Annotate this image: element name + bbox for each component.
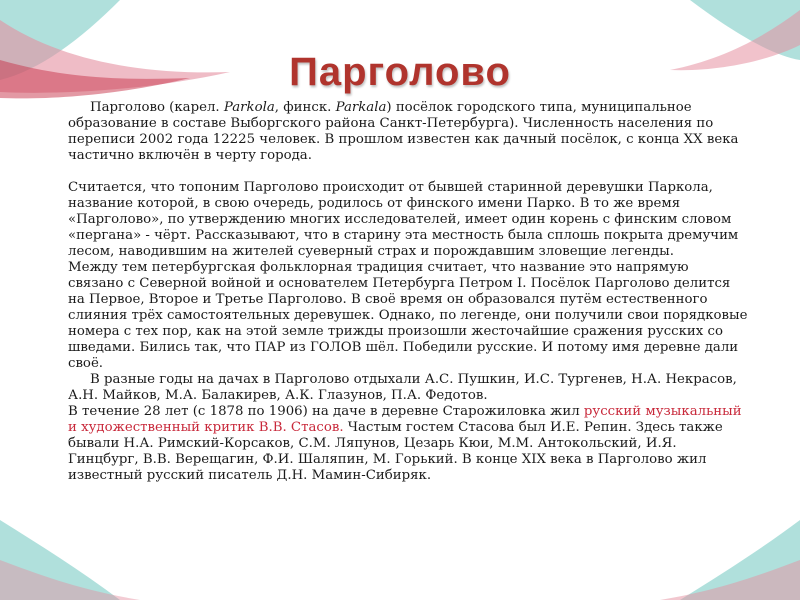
intro-text-b: , финск. <box>274 100 336 115</box>
stasov-text-a: В течение 28 лет (с 1878 по 1906) на даче в деревне Старожиловка жил <box>68 404 584 419</box>
paragraph-intro <box>68 100 748 164</box>
slide-body <box>68 100 748 484</box>
karelian-name: Parkola <box>223 100 275 115</box>
stasov-link[interactable]: русский музыкальный и художественный критик В.В. Стасов. <box>68 404 742 435</box>
intro-text-a: Парголово (карел. <box>90 100 224 115</box>
spacer <box>68 164 748 180</box>
slide-title: Парголово <box>289 50 511 94</box>
paragraph-stasov <box>68 404 748 484</box>
paragraph-toponym: Считается, что топоним Парголово происходит от бывшей старинной деревушки Паркола, название которой, в свою очередь, родилось от финского имени Парко. В то же время «Парголово», по утверждению многих исследователей, имеет один корень с финским словом «пергана» - чёрт. Рассказывают, что в старину эта местность была сплошь покрыта дремучим лесом, наводившим на жителей суеверный страх и порождавшим зловещие легенды. <box>68 180 739 259</box>
intro-text-c: ) посёлок городского типа, муниципальное образование в составе Выборгского района Санкт-Петербурга). Численность населения по переписи 2002 года 12225 человек. В прошлом известен как дачный посёлок, с конца XX века частично включён в черту города. <box>68 100 739 163</box>
stasov-text-b: Частым гостем Стасова был И.Е. Репин. Здесь также бывали Н.А. Римский-Корсаков, С.М. Ляпунов, Цезарь Кюи, М.М. Антокольский, И.Я. Гинцбург, В.В. Верещагин, Ф.И. Шаляпин, М. Горький. В конце XIX века в Парголово жил известный русский писатель Д.Н. Мамин-Сибиряк. <box>68 420 723 483</box>
finnish-name: Parkala <box>335 100 387 115</box>
paragraph-dachas: В разные годы на дачах в Парголово отдыхали А.С. Пушкин, И.С. Тургенев, Н.А. Некрасов, А.Н. Майков, М.А. Балакирев, А.К. Глазунов, П.А. Федотов. <box>68 372 737 403</box>
paragraph-folklore: Между тем петербургская фольклорная традиция считает, что название это напрямую связано с Северной войной и основателем Петербурга Петром I. Посёлок Парголово делится на Первое, Второе и Третье Парголово. В своё время он образовался путём естественного слияния трёх самостоятельных деревушек. Однако, по легенде, они получили свои порядковые номера с тех пор, как на этой земле трижды произошли жесточайшие сражения русских со шведами. Бились так, что ПАР из ГОЛОВ шёл. Победили русские. И потому имя деревне дали своё. <box>68 260 748 371</box>
